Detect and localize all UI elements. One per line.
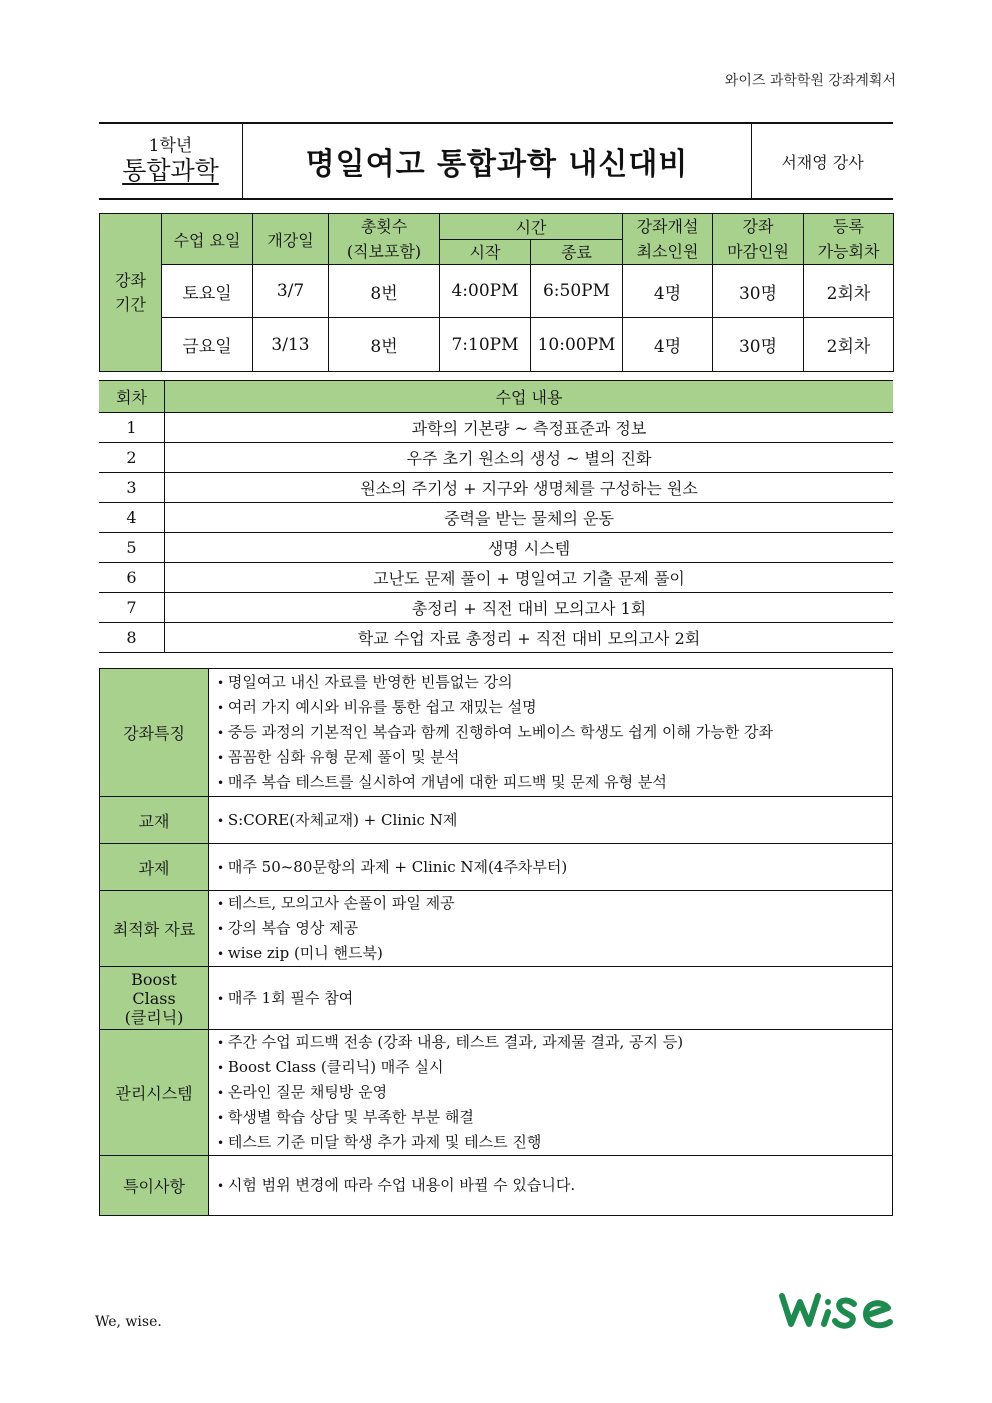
materials-label: 최적화 자료 [100, 891, 209, 967]
sessions-table [99, 380, 893, 653]
grade-label: 1학년 [148, 136, 193, 156]
schedule-table [99, 213, 894, 372]
row-min: 4명 [623, 265, 713, 318]
row-time-end: 6:50PM [531, 265, 623, 318]
header-max-line2: 마감인원 [727, 242, 789, 261]
row-min: 4명 [623, 318, 713, 372]
session-row [99, 443, 893, 473]
session-row [99, 623, 893, 653]
info-row-management [100, 1030, 893, 1156]
features-list [209, 669, 893, 797]
title-block [99, 122, 893, 200]
session-content: 생명 시스템 [165, 533, 894, 563]
list-item: • 온라인 질문 채팅방 운영 [217, 1080, 892, 1105]
list-item: • 시험 범위 변경에 따라 수업 내용이 바뀔 수 있습니다. [217, 1173, 892, 1198]
row-day: 토요일 [162, 265, 253, 318]
management-label: 관리시스템 [100, 1030, 209, 1156]
notes-label: 특이사항 [100, 1156, 209, 1216]
list-item: • 매주 복습 테스트를 실시하여 개념에 대한 피드백 및 문제 유형 분석 [217, 770, 892, 795]
row-day: 금요일 [162, 318, 253, 372]
notes-list [209, 1156, 893, 1216]
row-reg: 2회차 [804, 318, 894, 372]
info-row-textbook [100, 797, 893, 844]
row-max: 30명 [713, 318, 804, 372]
header-reg-line2: 가능회차 [817, 242, 880, 261]
homework-label: 과제 [100, 844, 209, 891]
header-total-sessions [329, 214, 440, 265]
course-title: 명일여고 통합과학 내신대비 [305, 147, 689, 182]
grade-subject-cell [99, 124, 243, 198]
textbook-label: 교재 [100, 797, 209, 844]
footer-slogan: We, wise. [95, 1314, 162, 1330]
schedule-section-text: 강좌 기간 [115, 270, 146, 314]
list-item: • 강의 복습 영상 제공 [217, 916, 892, 941]
sessions-header-content: 수업 내용 [165, 381, 894, 413]
info-row-boost [100, 967, 893, 1030]
session-no: 4 [99, 503, 165, 533]
wise-logo-icon [778, 1288, 898, 1332]
boost-label-line1: Boost [131, 969, 177, 989]
session-no: 5 [99, 533, 165, 563]
schedule-section-label [100, 214, 162, 372]
header-total-line2: (직보포함) [346, 242, 422, 261]
info-row-materials [100, 891, 893, 967]
session-row [99, 563, 893, 593]
session-content: 우주 초기 원소의 생성 ~ 별의 진화 [165, 443, 894, 473]
list-item: • 테스트, 모의고사 손풀이 파일 제공 [217, 891, 892, 916]
list-item: • wise zip (미니 핸드북) [217, 941, 892, 966]
session-no: 6 [99, 563, 165, 593]
session-no: 7 [99, 593, 165, 623]
session-content: 원소의 주기성 + 지구와 생명체를 구성하는 원소 [165, 473, 894, 503]
header-total-line1: 총횟수 [360, 217, 408, 236]
info-row-notes [100, 1156, 893, 1216]
wise-logo [778, 1288, 898, 1336]
header-time-start: 시작 [440, 239, 531, 265]
header-min-line1: 강좌개설 [636, 217, 699, 236]
session-content: 총정리 + 직전 대비 모의고사 1회 [165, 593, 894, 623]
session-no: 2 [99, 443, 165, 473]
row-start: 3/7 [253, 265, 329, 318]
textbook-list [209, 797, 893, 844]
list-item: • 여러 가지 예시와 비유를 통한 쉽고 재밌는 설명 [217, 695, 892, 720]
subject-label: 통합과학 [122, 156, 219, 185]
session-content: 중력을 받는 물체의 운동 [165, 503, 894, 533]
row-max: 30명 [713, 265, 804, 318]
row-total: 8번 [329, 318, 440, 372]
list-item: • 매주 50~80문항의 과제 + Clinic N제(4주차부터) [217, 855, 892, 880]
document-header-label: 와이즈 과학학원 강좌계획서 [724, 73, 896, 89]
schedule-row [100, 318, 894, 372]
session-row [99, 413, 893, 443]
header-day: 수업 요일 [162, 214, 253, 265]
header-reg-line1: 등록 [833, 217, 864, 236]
session-content: 학교 수업 자료 총정리 + 직전 대비 모의고사 2회 [165, 623, 894, 653]
session-no: 1 [99, 413, 165, 443]
list-item: • 매주 1회 필수 참여 [217, 986, 892, 1011]
list-item: • 학생별 학습 상담 및 부족한 부분 해결 [217, 1105, 892, 1130]
schedule-row [100, 265, 894, 318]
row-reg: 2회차 [804, 265, 894, 318]
header-max-line1: 강좌 [742, 217, 774, 236]
list-item: • S:CORE(자체교재) + Clinic N제 [217, 808, 892, 833]
row-time-end: 10:00PM [531, 318, 623, 372]
row-start: 3/13 [253, 318, 329, 372]
management-list [209, 1030, 893, 1156]
course-info-table [99, 668, 893, 1216]
header-time: 시간 [440, 214, 623, 240]
list-item: • 꼼꼼한 심화 유형 문제 풀이 및 분석 [217, 745, 892, 770]
session-row [99, 533, 893, 563]
session-content: 과학의 기본량 ~ 측정표준과 정보 [165, 413, 894, 443]
teacher-name: 서재영 강사 [751, 124, 893, 198]
list-item: • 테스트 기준 미달 학생 추가 과제 및 테스트 진행 [217, 1130, 892, 1155]
boost-label [100, 967, 209, 1030]
session-row [99, 503, 893, 533]
list-item: • Boost Class (클리닉) 매주 실시 [217, 1055, 892, 1080]
header-min-line2: 최소인원 [636, 242, 699, 261]
list-item: • 주간 수업 피드백 전송 (강좌 내용, 테스트 결과, 과제물 결과, 공지 등) [217, 1030, 892, 1055]
header-time-end: 종료 [531, 239, 623, 265]
list-item: • 중등 과정의 기본적인 복습과 함께 진행하여 노베이스 학생도 쉽게 이해 가능한 강좌 [217, 720, 892, 745]
info-row-features [100, 669, 893, 797]
list-item: • 명일여고 내신 자료를 반영한 빈틈없는 강의 [217, 670, 892, 695]
boost-label-line3: (클리닉) [124, 1007, 184, 1027]
session-row [99, 593, 893, 623]
materials-list [209, 891, 893, 967]
header-registration [804, 214, 894, 265]
session-row [99, 473, 893, 503]
header-start-date: 개강일 [253, 214, 329, 265]
session-no: 8 [99, 623, 165, 653]
row-time-start: 4:00PM [440, 265, 531, 318]
boost-list [209, 967, 893, 1030]
row-time-start: 7:10PM [440, 318, 531, 372]
header-max-students [713, 214, 804, 265]
header-min-students [623, 214, 713, 265]
session-content: 고난도 문제 풀이 + 명일여고 기출 문제 풀이 [165, 563, 894, 593]
homework-list [209, 844, 893, 891]
sessions-header-no: 회차 [99, 381, 165, 413]
info-row-homework [100, 844, 893, 891]
boost-label-line2: Class [132, 988, 176, 1008]
row-total: 8번 [329, 265, 440, 318]
features-label: 강좌특징 [100, 669, 209, 797]
session-no: 3 [99, 473, 165, 503]
